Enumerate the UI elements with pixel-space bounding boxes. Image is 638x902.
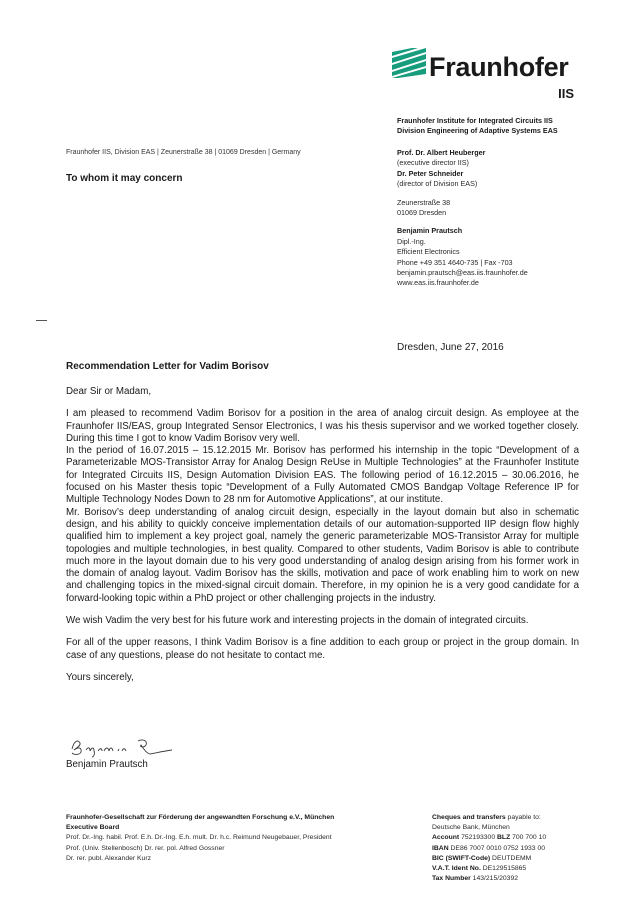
letter-subject: Recommendation Letter for Vadim Borisov [66, 361, 269, 372]
contact-role-2: (director of Division EAS) [397, 179, 478, 189]
logo-wordmark: Fraunhofer [429, 52, 569, 82]
signer-name: Benjamin Prautsch [66, 759, 148, 770]
fraunhofer-logo-icon [392, 48, 426, 78]
fold-mark [36, 320, 47, 321]
author-department: Efficient Electronics [397, 247, 460, 257]
address-street: Zeunerstraße 38 [397, 197, 451, 207]
logo-unit: IIS [558, 86, 574, 101]
letter-body [66, 386, 579, 684]
paragraph-4: We wish Vadim the very best for his future work and interesting projects in the domain of integrated circuits. [66, 615, 529, 627]
contact-name-1: Prof. Dr. Albert Heuberger [397, 148, 486, 157]
footer-bic: BIC (SWIFT-Code) DEUTDEMM [432, 854, 532, 862]
footer-bank-details [432, 813, 546, 884]
footer-cheques: Cheques and transfers payable to: [432, 814, 541, 821]
footer-account: Account 752193300 BLZ 700 700 10 [432, 834, 547, 842]
closing: Yours sincerely, [66, 671, 134, 683]
footer-vat: V.A.T. Ident No. DE129515865 [432, 865, 527, 873]
footer-board-member-1: Prof. Dr.-Ing. habil. Prof. E.h. Dr.-Ing. E.h. mult. Dr. h.c. Reimund Neugebauer, President [66, 834, 332, 842]
contact-block [397, 148, 528, 289]
institute-name: Fraunhofer Institute for Integrated Circuits IIS [397, 116, 553, 125]
recipient: To whom it may concern [66, 173, 183, 184]
footer-tax: Tax Number 143/215/20392 [432, 875, 519, 883]
author-title: Dipl.-Ing. [397, 236, 426, 246]
address-city: 01069 Dresden [397, 208, 447, 218]
author-email[interactable]: benjamin.prautsch@eas.iis.fraunhofer.de [397, 268, 528, 278]
paragraph-5: For all of the upper reasons, I think Vadim Borisov is a fine addition to each group or project in the group domain. In case of any questions, please do not hesitate to contact me. [66, 637, 579, 661]
footer-org-name: Fraunhofer-Gesellschaft zur Förderung der angewandten Forschung e.V., München [66, 814, 335, 821]
contact-role-1: (executive director IIS) [397, 158, 469, 168]
paragraph-1: I am pleased to recommend Vadim Borisov for a position in the area of analog circuit design. As employee at the Fraunhofer IIS/EAS, group Integrated Sensor Electronics, I was his thesis supervisor and we worked together closely. During this time I got to know Vadim Borisov very well. [66, 408, 579, 444]
institute-division: Division Engineering of Adaptive Systems EAS [397, 126, 558, 136]
footer-iban: IBAN DE86 7007 0010 0752 1933 00 [432, 844, 545, 852]
footer-bank: Deutsche Bank, München [432, 824, 510, 832]
author-name: Benjamin Prautsch [397, 226, 463, 236]
contact-name-2: Dr. Peter Schneider [397, 168, 464, 178]
letter-date: Dresden, June 27, 2016 [397, 342, 504, 353]
footer-board-member-2: Prof. (Univ. Stellenbosch) Dr. rer. pol. Alfred Gossner [66, 844, 225, 852]
institute-block [397, 116, 558, 137]
footer-board-member-3: Dr. rer. publ. Alexander Kurz [66, 854, 152, 862]
sender-address-line: Fraunhofer IIS, Division EAS | Zeunerstraße 38 | 01069 Dresden | Germany [66, 149, 301, 156]
author-website[interactable]: www.eas.iis.fraunhofer.de [397, 278, 479, 288]
footer-organization [66, 813, 334, 864]
footer-board-label: Executive Board [66, 824, 120, 832]
author-phone: Phone +49 351 4640-735 | Fax -703 [397, 257, 513, 267]
paragraph-3: Mr. Borisov’s deep understanding of analog circuit design, especially in the layout domain but also in schematic design, and his ability to quickly conceive implementation details of our automation-supported IIP design flow highly qualified him to implement a key project goal, namely the generic parameterizable MOS-Transistor Array for multiple topologies and multiple technologies, in best quality. Compared to other students, Vadim Borisov is able to contribute much more in the layout domain due to his very good understanding of analog design arising from his former work in the domain of analog layout. Vadim Borisov has the skills, motivation and pace of work enabling him to work on new and challenging topics in the mixed-signal circuit domain. Therefore, in my opinion he is a very good candidate for a forward-looking topic within a PhD project or other challenging projects in the industry. [66, 506, 579, 604]
paragraph-2: In the period of 16.07.2015 – 15.12.2015 Mr. Borisov has performed his internship in the topic “Development of a Parameterizable MOS-Transistor Array for Analog Design ReUse in Multiple Technologies” at the Fraunhofer Institute for Integrated Circuits IIS, Design Automation Division EAS. The following period of 16.12.2015 – 30.06.2016, he focused on his Master thesis topic “Development of a Fully Automated CMOS Bandgap Voltage Reference IP for Multiple Technology Nodes Down to 28 nm for Automotive Applications”, at our institute. [66, 445, 579, 506]
salutation: Dear Sir or Madam, [66, 386, 152, 397]
fraunhofer-logo [392, 48, 582, 104]
handwritten-signature [68, 733, 178, 759]
